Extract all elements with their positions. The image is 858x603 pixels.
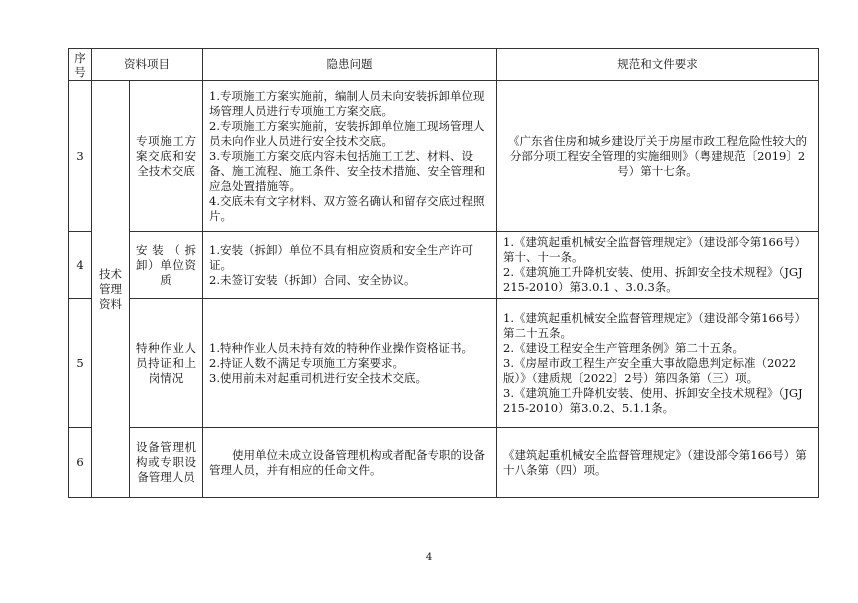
issue-cell [203,299,497,428]
table-row [69,428,819,498]
spec-line: 1.《建筑起重机械安全监督管理规定》（建设部令第166号）第二十五条。 [503,310,807,340]
issue-cell [203,81,497,232]
spec-cell: 《建筑起重机械安全监督管理规定》（建设部令第166号）第十八条第（四）项。 [497,428,819,498]
item-cell: 专项施工方案交底和安全技术交底 [130,81,203,232]
spec-line: 2.《建筑施工升降机安装、使用、拆卸安全技术规程》（JGJ 215-2010）第3.0.1 、3.0.3条。 [503,265,803,294]
category-cell [92,81,130,498]
table-row [69,232,819,299]
issue-line: 2.持证人数不满足专项施工方案要求。 [209,355,404,370]
header-spec: 规范和文件要求 [497,49,819,81]
issue-line: 1.专项施工方案实施前，编制人员未向安装拆卸单位现场管理人员进行专项施工方案交底。 [209,88,485,118]
spec-line: 3.《建筑施工升降机安装、使用、拆卸安全技术规程》（JGJ 215-2010）第3.0.2、5.1.1条。 [503,385,803,415]
table-row [69,299,819,428]
row-number: 3 [69,81,92,232]
issue-line: 1.安装（拆卸）单位不具有相应资质和安全生产许可证。 [209,242,473,272]
issue-line: 2.未签订安装（拆卸）合同、安全协议。 [209,272,416,287]
item-cell: 特种作业人员持证和上岗情况 [130,299,203,428]
table-header-row [69,49,819,81]
hazard-table [68,48,819,498]
spec-cell [497,232,819,299]
issue-cell: 使用单位未成立设备管理机构或者配备专职的设备管理人员，并有相应的任命文件。 [203,428,497,498]
issue-line: 2.专项施工方案实施前，安装拆卸单位施工现场管理人员未向作业人员进行安全技术交底。 [209,118,485,148]
spec-line: 3.《房屋市政工程生产安全重大事故隐患判定标准（2022版）》（建质规〔2022〕2号）第四条第（三）项。 [503,355,797,385]
category-label: 技术管理资料 [99,266,122,311]
spec-line: 2.《建设工程安全生产管理条例》第二十五条。 [503,340,744,355]
spec-cell: 《广东省住房和城乡建设厅关于房屋市政工程危险性较大的分部分项工程安全管理的实施细则》（粤建规范〔2019〕2号）第十七条。 [497,81,819,232]
header-issue: 隐患问题 [203,49,497,81]
table-row [69,81,819,232]
item-cell: 安装（拆卸）单位资质 [130,232,203,299]
issue-line: 4.交底未有文字材料、双方签名确认和留存交底过程照片。 [209,193,485,223]
row-number: 5 [69,299,92,428]
spec-cell [497,299,819,428]
issue-cell [203,232,497,299]
row-number: 4 [69,232,92,299]
issue-line: 3.使用前未对起重司机进行安全技术交底。 [209,370,427,385]
page-number: 4 [425,552,433,563]
row-number: 6 [69,428,92,498]
issue-line: 3.专项施工方案交底内容未包括施工工艺、材料、设备、施工流程、施工条件、安全技术措施、安全管理和应急处置措施等。 [209,148,485,193]
issue-line: 1.特种作业人员未持有效的特种作业操作资格证书。 [209,340,473,355]
header-no: 序 号 [69,49,92,81]
spec-line: 1.《建筑起重机械安全监督管理规定》（建设部令第166号）第十、十一条。 [503,235,807,264]
header-item: 资料项目 [92,49,203,81]
item-cell: 设备管理机构或专职设备管理人员 [130,428,203,498]
